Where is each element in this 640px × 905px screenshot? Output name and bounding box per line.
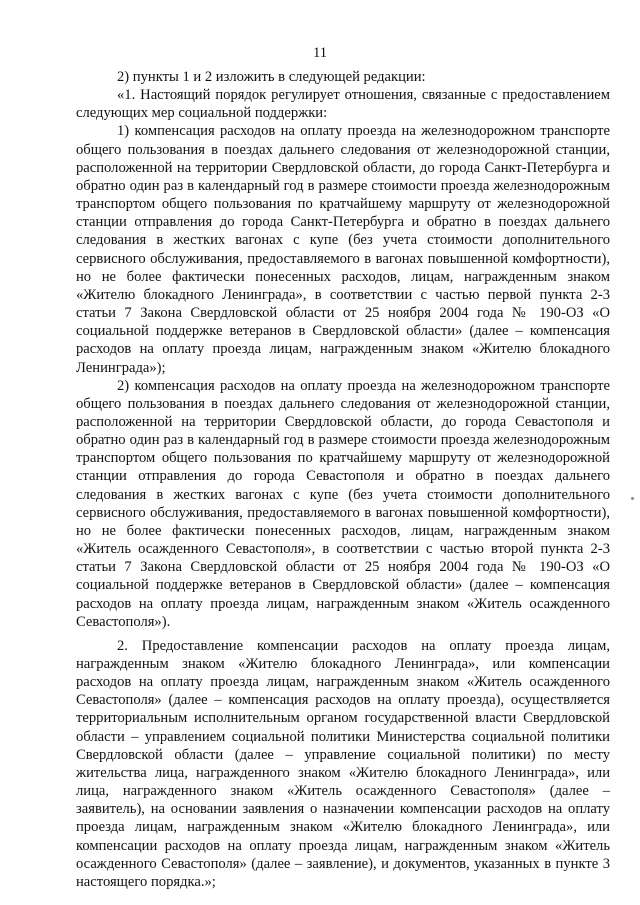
margin-dot-mark — [631, 497, 634, 500]
amendment-intro-paragraph: 2) пункты 1 и 2 изложить в следующей редакции: — [117, 69, 426, 85]
clause-1-paragraph: «1. Настоящий порядок регулирует отношения, связанные с предоставлением следующих мер социальной поддержки: — [76, 87, 610, 122]
page-number: 11 — [312, 45, 328, 61]
clause-2-paragraph: 2. Предоставление компенсации расходов на оплату проезда лицам, награжденным знаком «Жителю блокадного Ленинграда», или компенсации расходов на оплату проезда лицам, награжденным знаком «Житель осажденного Севастополя» (далее – компенсация расходов на оплату проезда), осуществляется территориальным исполнительным органом государственной власти Свердловской области – управлением социальной политики Министерства социальной политики Свердловской области (далее – управление социальной политики) по месту жительства лица, награжденного знаком «Жителю блокадного Ленинграда», или лица, награжденного знаком «Житель осажденного Севастополя» (далее – заявитель), на основании заявления о назначении компенсации расходов на оплату проезда лицам, награжденным знаком «Жителю блокадного Ленинграда», или компенсации расходов на оплату проезда лицам, награжденным знаком «Житель осажденного Севастополя» (далее – заявление), и документов, указанных в пункте 3 настоящего порядка.»; — [76, 637, 610, 890]
subclause-2-paragraph: 2) компенсация расходов на оплату проезда на железнодорожном транспорте общего пользования в поездах дальнего следования от железнодорожной станции, расположенной на территории Свердловской области, до города Севастополя и обратно один раз в календарный год в размере стоимости проезда железнодорожным транспортом общего пользования по кратчайшему маршруту от железнодорожной станции отправления до города Севастополя и обратно в поездах дальнего следования в жестких вагонах с купе (без учета стоимости дополнительного сервисного обслуживания, предоставляемого в вагонах повышенной комфортности), но не более фактически понесенных расходов, лицам, награжденным знаком «Житель осажденного Севастополя», в соответствии с частью второй пункта 2-3 статьи 7 Закона Свердловской области от 25 ноября 2004 года № 190-ОЗ «О социальной поддержке ветеранов в Свердловской области» (далее – компенсация расходов на оплату проезда лицам, награжденным знаком «Житель осажденного Севастополя»). — [76, 377, 610, 630]
subclause-1-paragraph: 1) компенсация расходов на оплату проезда на железнодорожном транспорте общего пользования в поездах дальнего следования от железнодорожной станции, расположенной на территории Свердловской области, до города Санкт-Петербурга и обратно один раз в календарный год в размере стоимости проезда железнодорожным транспортом общего пользования по кратчайшему маршруту от железнодорожной станции отправления до города Санкт-Петербурга и обратно в поездах дальнего следования в жестких вагонах с купе (без учета стоимости дополнительного сервисного обслуживания, предоставляемого в вагонах повышенной комфортности), но не более фактически понесенных расходов, лицам, награжденным знаком «Жителю блокадного Ленинграда», в соответствии с частью первой пункта 2-3 статьи 7 Закона Свердловской области от 25 ноября 2004 года № 190-ОЗ «О социальной поддержке ветеранов в Свердловской области» (далее – компенсация расходов на оплату проезда лицам, награжденным знаком «Жителю блокадного Ленинграда»); — [76, 123, 610, 376]
document-body — [76, 68, 610, 891]
